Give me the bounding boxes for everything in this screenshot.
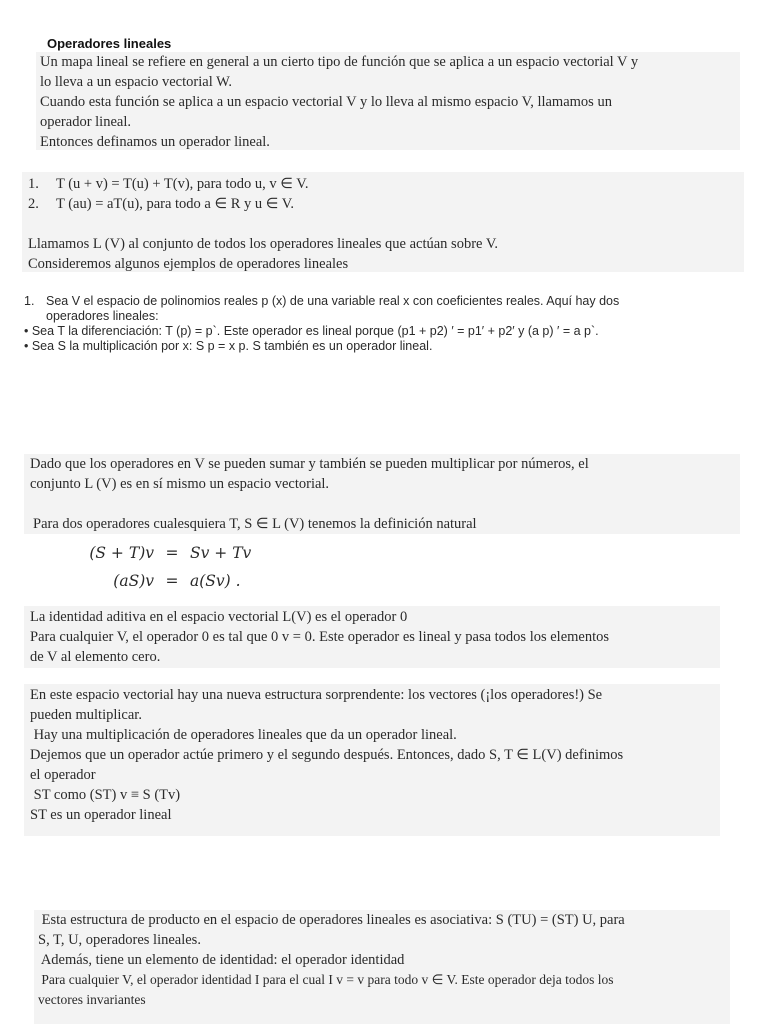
product-block <box>24 684 720 836</box>
equation-equals: = <box>165 544 179 562</box>
product-line: Dejemos que un operador actúe primero y el segundo después. Entonces, dado S, T ∈ L(V) definimos <box>30 747 624 763</box>
property-item <box>28 194 744 214</box>
definition-line: Consideremos algunos ejemplos de operadores lineales <box>28 256 349 272</box>
vector-space-block <box>24 454 740 534</box>
property-text: T (u + v) = T(u) + T(v), para todo u, v ∈ V. <box>56 176 309 192</box>
intro-block <box>36 52 740 150</box>
property-text: T (au) = aT(u), para todo a ∈ R y u ∈ V. <box>56 196 295 212</box>
product-line: ST como (ST) v ≡ S (Tv) <box>30 787 181 803</box>
property-number: 2. <box>28 196 39 212</box>
intro-line: Cuando esta función se aplica a un espacio vectorial V y lo lleva al mismo espacio V, llamamos un <box>40 94 612 110</box>
associativity-line: Esta estructura de producto en el espacio de operadores lineales es asociativa: S (TU) = (ST) U, para <box>38 912 625 928</box>
product-line: pueden multiplicar. <box>30 707 142 723</box>
equation-rhs: Sv + Tv <box>190 544 252 562</box>
property-item <box>28 174 744 194</box>
product-line: Hay una multiplicación de operadores lineales que da un operador lineal. <box>30 727 457 743</box>
associativity-line: Para cualquier V, el operador identidad I para el cual I v = v para todo v ∈ V. Este operador deja todos los <box>38 972 614 987</box>
associativity-line: Además, tiene un elemento de identidad: el operador identidad <box>38 952 405 968</box>
identity-line: La identidad aditiva en el espacio vectorial L(V) es el operador 0 <box>30 609 408 625</box>
title-text: Operadores lineales <box>47 36 172 51</box>
associativity-line: S, T, U, operadores lineales. <box>38 932 201 948</box>
equation-rhs: a(Sv) . <box>190 572 241 590</box>
bullet-item: • Sea T la diferenciación: T (p) = p`. Este operador es lineal porque (p1 + p2) ′ = p1′ + p2′ y (a p) ′ = a p`. <box>24 324 599 338</box>
intro-line: Entonces definamos un operador lineal. <box>40 134 270 150</box>
identity-line: Para cualquier V, el operador 0 es tal que 0 v = 0. Este operador es lineal y pasa todos los elementos <box>30 629 610 645</box>
example-line: operadores lineales: <box>46 309 159 323</box>
equation-row <box>60 569 251 593</box>
equations <box>60 541 251 593</box>
properties-block <box>22 172 744 272</box>
intro-line: Un mapa lineal se refiere en general a un cierto tipo de función que se aplica a un espacio vectorial V y <box>40 54 639 70</box>
equation-equals: = <box>165 572 179 590</box>
natural-definition-line: Para dos operadores cualesquiera T, S ∈ L (V) tenemos la definición natural <box>33 516 477 532</box>
property-number: 1. <box>28 176 39 192</box>
identity-block <box>24 606 720 668</box>
associativity-block <box>34 910 730 1024</box>
product-line: ST es un operador lineal <box>30 807 172 823</box>
page-title <box>47 35 171 53</box>
associativity-line: vectores invariantes <box>38 992 146 1007</box>
definition-line: Llamamos L (V) al conjunto de todos los operadores lineales que actúan sobre V. <box>28 236 499 252</box>
equation-row <box>60 541 251 565</box>
identity-line: de V al elemento cero. <box>30 649 161 665</box>
intro-line: operador lineal. <box>40 114 131 130</box>
example-line: Sea V el espacio de polinomios reales p (x) de una variable real x con coeficientes reales. Aquí hay dos <box>46 294 620 308</box>
equation-lhs: (S + T)v <box>89 544 154 562</box>
example-number: 1. <box>24 294 35 308</box>
intro-line: lo lleva a un espacio vectorial W. <box>40 74 233 90</box>
example-item <box>24 294 744 324</box>
vector-space-line: conjunto L (V) es en sí mismo un espacio vectorial. <box>30 476 330 492</box>
product-line: el operador <box>30 767 96 783</box>
vector-space-line: Dado que los operadores en V se pueden sumar y también se pueden multiplicar por números, el <box>30 456 589 472</box>
example-block <box>24 294 744 354</box>
equation-lhs: (aS)v <box>113 572 154 590</box>
product-line: En este espacio vectorial hay una nueva estructura sorprendente: los vectores (¡los operadores!) Se <box>30 687 603 703</box>
bullet-item: • Sea S la multiplicación por x: S p = x p. S también es un operador lineal. <box>24 339 433 353</box>
